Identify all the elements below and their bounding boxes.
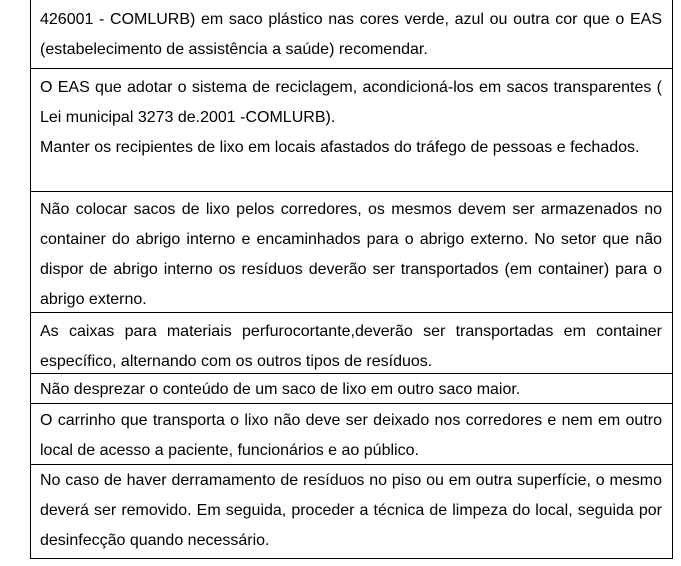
table-row: [31, 0, 672, 68]
row-text: No caso de haver derramamento de resíduos no piso ou em outra superfície, o mesmo deverá ser removido. Em seguida, proceder a técnica de limpeza do local, seguida por desinfecção quando necessário.: [40, 472, 662, 549]
row-text: Manter os recipientes de lixo em locais afastados do tráfego de pessoas e fechados.: [40, 139, 640, 156]
table-row: [31, 373, 672, 403]
row-text: Não desprezar o conteúdo de um saco de lixo em outro saco maior.: [40, 381, 521, 398]
table-row: [31, 464, 672, 558]
table-row: [31, 403, 672, 464]
table-row: [31, 68, 672, 191]
row-text: As caixas para materiais perfurocortante,deverão ser transportadas em container específico, alternando com os outros tipos de resíduos.: [40, 323, 662, 370]
row-text: O carrinho que transporta o lixo não deve ser deixado nos corredores e nem em outro local de acesso a paciente, funcionários e ao público.: [40, 412, 662, 459]
guidelines-table: [30, 0, 673, 559]
row-text: Não colocar sacos de lixo pelos corredores, os mesmos devem ser armazenados no container do abrigo interno e encaminhados para o abrigo externo. No setor que não dispor de abrigo interno os resíduos deverão ser transportados (em container) para o abrigo externo.: [40, 201, 662, 308]
table-row: [31, 312, 672, 373]
row-text: O EAS que adotar o sistema de reciclagem, acondicioná-los em sacos transparentes ( Lei municipal 3273 de.2001 -COMLURB).: [40, 79, 662, 126]
table-row: [31, 191, 672, 312]
row-text: 426001 - COMLURB) em saco plástico nas cores verde, azul ou outra cor que o EAS (estabelecimento de assistência a saúde) recomendar.: [40, 11, 662, 58]
